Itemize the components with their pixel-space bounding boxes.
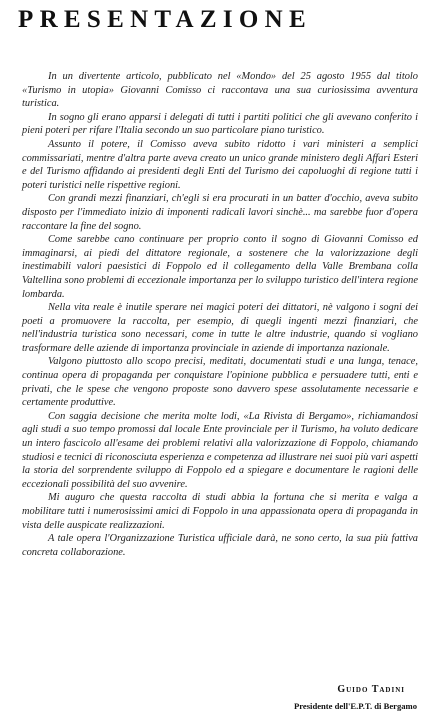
signature-role: Presidente dell'E.P.T. di Bergamo (293, 701, 417, 711)
paragraph: Come sarebbe cano continuare per proprio conto il sogno di Giovanni Comisso ed immaginarsi, ai piedi del dittatore regionale, a sostenere che la valorizzazione degli inestimabili valori paesistici di Foppolo ed il collegamento della Valle Brembana colla Valtellina sono problemi di eccezionale importanza per lo sviluppo turistico dell'intera regione lombarda. (22, 234, 418, 300)
paragraph: A tale opera l'Organizzazione Turistica ufficiale darà, ne sono certo, la sua più fattiva concreta collaborazione. (22, 533, 418, 558)
paragraph: In un divertente articolo, pubblicato nel «Mondo» del 25 agosto 1955 dal titolo «Turismo in utopia» Giovanni Comisso ci raccontava una sua curiosissima avventura turistica. (22, 71, 418, 110)
paragraph: Nella vita reale è inutile sperare nei magici poteri dei dittatori, nè valgono i sogni dei poeti a promuovere la raccolta, per esempio, di quegli ingenti mezzi finanziari, che nell'industria turistica sono necessari, come in tutte le altre industrie, quando si vogliano trasformare delle aziende di importanza provinciale in aziende di importanza nazionale. (22, 302, 418, 354)
paragraph: Mi auguro che questa raccolta di studi abbia la fortuna che si merita e valga a mobilitare tutti i numerosissimi amici di Foppolo in una appassionata opera di propaganda in vista delle auspicate realizzazioni. (22, 492, 418, 531)
paragraph: Con grandi mezzi finanziari, ch'egli si era procurati in un batter d'occhio, aveva subito disposto per l'immediato inizio di imponenti radicali lavori sinchè... ma sarebbe fuor d'opera raccontare la fine del sogno. (22, 193, 418, 232)
paragraph: Assunto il potere, il Comisso aveva subito ridotto i vari ministeri a semplici commissariati, mentre d'altra parte aveva creato un unico grande ministero degli Affari Esteri e del Turismo affidando ai presidenti degli Enti del Turismo dei capoluoghi di regione tutti i poteri turistici nelle rispettive regioni. (22, 138, 418, 191)
body-text (22, 70, 418, 559)
paragraph: Valgono piuttosto allo scopo precisi, meditati, documentati studi e una lunga, tenace, continua opera di propaganda per conquistare l'opinione pubblica e persuadere tutti, enti e privati, che le spese che vengono proposte sono davvero spese assolutamente necessarie e certamente produttive. (22, 356, 418, 409)
paragraph: In sogno gli erano apparsi i delegati di tutti i partiti politici che gli avevano conferito i pieni poteri per rifare l'Italia secondo un suo particolare piano turistico. (22, 111, 418, 137)
paragraph: Con saggia decisione che merita molte lodi, «La Rivista di Bergamo», richiamandosi agli studi a suo tempo promossi dal locale Ente provinciale per il Turismo, ha voluto dedicare un intero fascicolo all'esame dei problemi relativi alla valorizzazione di Foppolo, chiamando studiosi e tecnici di riconosciuta esperienza e competenza ad illustrare nei suoi più vari aspetti la storia del sorprendente sviluppo di Foppolo ed a spiegare e documentare le ragioni delle eccezionali possibilità del suo avvenire. (22, 410, 418, 490)
page-title: PRESENTAZIONE (18, 6, 312, 33)
signature-name: Guido Tadini (337, 684, 405, 695)
